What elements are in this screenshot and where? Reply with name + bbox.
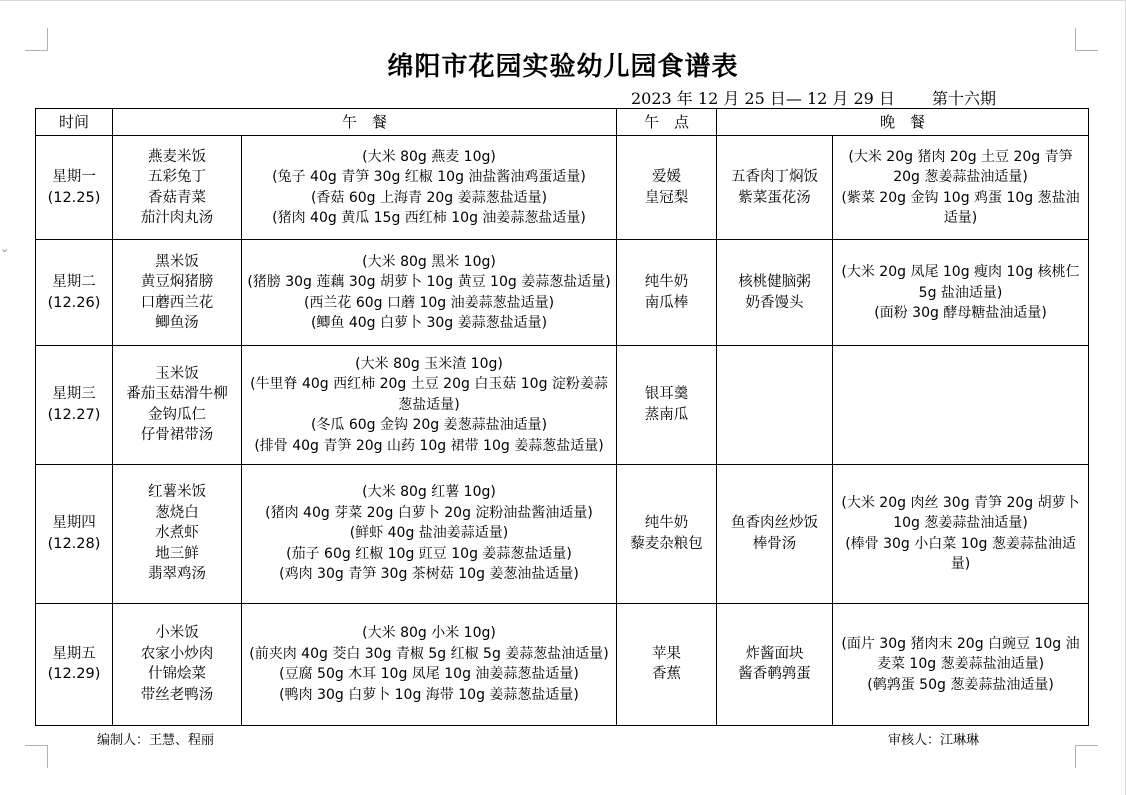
lunch-dish: 地三鲜 xyxy=(155,545,199,562)
snack-item: 蒸南瓜 xyxy=(644,406,689,423)
lunch-dish: 黄豆焖猪膀 xyxy=(140,274,214,291)
lunch-dish: 水煮虾 xyxy=(155,525,199,542)
chevron-down-icon[interactable]: ⌄ xyxy=(0,242,10,255)
lunch-dish: 黑米饭 xyxy=(155,253,199,270)
dinner-ingredient: (大米 20g 猪肉 20g 土豆 20g 青笋 20g 葱姜蒜盐油适量) xyxy=(848,148,1073,186)
snack-cell xyxy=(617,464,717,603)
lunch-ingredient: (鸭肉 30g 白萝卜 10g 海带 10g 姜蒜葱盐适量) xyxy=(279,686,579,703)
day-date: (12.29) xyxy=(47,666,101,683)
editor-label: 编制人：王慧、程丽 xyxy=(97,733,215,748)
day-cell xyxy=(36,464,113,603)
lunch-dish: 口蘑西兰花 xyxy=(140,294,214,311)
header-time: 时间 xyxy=(36,109,113,136)
lunch-dish: 小米饭 xyxy=(155,625,199,642)
lunch-ingredient: (豆腐 50g 木耳 10g 凤尾 10g 油姜蒜葱盐适量) xyxy=(279,666,579,683)
dinner-dishes-cell xyxy=(717,136,833,240)
dinner-dish: 酱香鹌鹑蛋 xyxy=(738,666,811,683)
lunch-dish: 五彩兔丁 xyxy=(148,169,206,186)
table-row xyxy=(36,464,1089,603)
header-dinner: 晚 餐 xyxy=(717,109,1089,136)
snack-item: 爱媛 xyxy=(652,169,682,186)
snack-cell xyxy=(617,136,717,240)
lunch-ingredients-cell xyxy=(242,464,617,603)
lunch-ingredient: (大米 80g 黑米 10g) xyxy=(362,253,496,270)
lunch-ingredients-cell xyxy=(242,603,617,725)
lunch-ingredient: (猪膀 30g 莲藕 30g 胡萝卜 10g 黄豆 10g 姜蒜葱盐适量) xyxy=(247,274,611,291)
snack-item: 纯牛奶 xyxy=(644,515,689,532)
day-cell xyxy=(36,603,113,725)
lunch-ingredient: (牛里脊 40g 西红柿 20g 土豆 20g 白玉菇 10g 淀粉姜蒜葱盐适量) xyxy=(250,376,608,413)
lunch-ingredient: (排骨 40g 青笋 20g 山药 10g 裙带 10g 姜蒜葱盐适量) xyxy=(254,437,604,454)
lunch-dish: 带丝老鸭汤 xyxy=(140,686,214,703)
lunch-dish: 葱烧白 xyxy=(155,504,199,521)
table-row xyxy=(36,240,1089,346)
lunch-dishes-cell xyxy=(113,136,242,240)
dinner-dishes-cell xyxy=(717,346,833,464)
dinner-dishes-cell xyxy=(717,464,833,603)
lunch-ingredient: (鲜虾 40g 盐油姜蒜适量) xyxy=(349,525,509,542)
header-row xyxy=(36,109,1089,136)
lunch-ingredient: (猪肉 40g 黄瓜 15g 西红柿 10g 油姜蒜葱盐适量) xyxy=(272,210,586,227)
lunch-ingredient: (鸡肉 30g 青笋 30g 茶树菇 10g 姜葱油盐适量) xyxy=(279,566,579,583)
day-cell xyxy=(36,136,113,240)
day-name: 星期三 xyxy=(52,386,96,403)
dinner-ingredient: (大米 20g 肉丝 30g 青笋 20g 胡萝卜 10g 葱姜蒜盐油适量) xyxy=(841,494,1080,532)
lunch-dishes-cell xyxy=(113,464,242,603)
snack-item: 皇冠梨 xyxy=(644,189,689,206)
day-date: (12.25) xyxy=(47,189,101,206)
day-name: 星期五 xyxy=(52,645,96,662)
snack-cell xyxy=(617,240,717,346)
dinner-dish: 棒骨汤 xyxy=(752,535,797,552)
dinner-dish: 五香肉丁焖饭 xyxy=(731,169,819,186)
lunch-dish: 鲫鱼汤 xyxy=(155,315,199,332)
lunch-dish: 翡翠鸡汤 xyxy=(148,566,206,583)
lunch-dish: 玉米饭 xyxy=(155,365,199,382)
lunch-ingredients-cell xyxy=(242,240,617,346)
dinner-dish: 鱼香肉丝炒饭 xyxy=(731,515,819,532)
dinner-ingredient: (面粉 30g 酵母糖盐油适量) xyxy=(874,305,1047,321)
snack-item: 香蕉 xyxy=(652,666,682,683)
lunch-dish: 农家小炒肉 xyxy=(140,645,214,662)
snack-item: 苹果 xyxy=(652,645,682,662)
lunch-ingredient: (大米 80g 小米 10g) xyxy=(362,625,496,642)
lunch-ingredient: (猪肉 40g 芽菜 20g 白萝卜 20g 淀粉油盐酱油适量) xyxy=(265,504,593,521)
lunch-dish: 什锦烩菜 xyxy=(148,666,206,683)
lunch-ingredients-cell xyxy=(242,136,617,240)
lunch-dish: 金钩瓜仁 xyxy=(148,406,206,423)
page-top-edge xyxy=(0,0,1126,1)
dinner-dish: 炸酱面块 xyxy=(745,645,804,662)
day-date: (12.27) xyxy=(47,406,101,423)
snack-cell xyxy=(617,603,717,725)
snack-cell xyxy=(617,346,717,464)
lunch-dishes-cell xyxy=(113,346,242,464)
lunch-ingredient: (大米 80g 燕麦 10g) xyxy=(362,148,496,165)
lunch-ingredient: (兔子 40g 青笋 30g 红椒 10g 油盐酱油鸡蛋适量) xyxy=(272,169,586,186)
reviewer-label: 审核人：江琳琳 xyxy=(888,733,980,748)
lunch-ingredient: (茄子 60g 红椒 10g 豇豆 10g 姜蒜葱盐适量) xyxy=(286,545,572,562)
snack-item: 藜麦杂粮包 xyxy=(630,535,703,552)
lunch-ingredient: (大米 80g 红薯 10g) xyxy=(362,484,496,501)
lunch-ingredient: (西兰花 60g 口蘑 10g 油姜蒜葱盐适量) xyxy=(303,294,555,311)
dinner-dish: 核桃健脑粥 xyxy=(738,274,811,291)
lunch-ingredient: (前夹肉 40g 茭白 30g 青椒 5g 红椒 5g 姜蒜葱盐油适量) xyxy=(249,645,609,662)
dinner-ingredient: (面片 30g 猪肉末 20g 白豌豆 10g 油麦菜 10g 葱姜蒜盐油适量) xyxy=(841,635,1080,673)
menu-table xyxy=(35,108,1089,726)
day-name: 星期四 xyxy=(52,515,96,532)
dinner-ingredients-cell xyxy=(833,603,1089,725)
lunch-dish: 番茄玉菇滑牛柳 xyxy=(126,386,228,403)
lunch-ingredient: (大米 80g 玉米渣 10g) xyxy=(355,355,503,372)
day-date: (12.28) xyxy=(47,535,101,552)
lunch-dish: 茄汁肉丸汤 xyxy=(140,210,214,227)
dinner-dishes-cell xyxy=(717,240,833,346)
lunch-dishes-cell xyxy=(113,603,242,725)
table-row xyxy=(36,603,1089,725)
day-name: 星期一 xyxy=(52,169,96,186)
crop-mark-bottom-left xyxy=(25,745,48,768)
table-row xyxy=(36,346,1089,464)
day-cell xyxy=(36,346,113,464)
lunch-dishes-cell xyxy=(113,240,242,346)
dinner-dish: 奶香馒头 xyxy=(745,294,804,311)
header-lunch: 午 餐 xyxy=(113,109,617,136)
lunch-ingredient: (冬瓜 60g 金钩 20g 姜葱蒜盐油适量) xyxy=(310,417,548,434)
crop-mark-bottom-right xyxy=(1075,745,1098,768)
table-row xyxy=(36,136,1089,240)
dinner-ingredient: (鹌鹑蛋 50g 葱姜蒜盐油适量) xyxy=(867,676,1054,693)
snack-item: 银耳羹 xyxy=(644,386,689,403)
dinner-ingredient: (棒骨 30g 小白菜 10g 葱姜蒜盐油适量) xyxy=(845,535,1076,573)
period-label: 第十六期 xyxy=(932,89,997,108)
dinner-ingredients-cell xyxy=(833,346,1089,464)
lunch-ingredient: (鲫鱼 40g 白萝卜 30g 姜蒜葱盐适量) xyxy=(310,315,548,332)
snack-item: 南瓜棒 xyxy=(644,294,689,311)
lunch-ingredients-cell xyxy=(242,346,617,464)
day-date: (12.26) xyxy=(47,294,101,311)
dinner-ingredient: (紫菜 20g 金钩 10g 鸡蛋 10g 葱盐油适量) xyxy=(841,189,1080,227)
dinner-ingredients-cell xyxy=(833,464,1089,603)
dinner-ingredients-cell xyxy=(833,136,1089,240)
lunch-dish: 红薯米饭 xyxy=(148,484,206,501)
lunch-dish: 香菇青菜 xyxy=(148,189,206,206)
date-range: 2023 年 12 月 25 日— 12 月 29 日 xyxy=(631,89,895,108)
lunch-ingredient: (香菇 60g 上海青 20g 姜蒜葱盐适量) xyxy=(310,189,548,206)
header-snack: 午 点 xyxy=(617,109,717,136)
snack-item: 纯牛奶 xyxy=(644,274,689,291)
dinner-ingredients-cell xyxy=(833,240,1089,346)
page-title: 绵阳市花园实验幼儿园食谱表 xyxy=(387,52,739,82)
dinner-ingredient: (大米 20g 凤尾 10g 瘦肉 10g 核桃仁 5g 盐油适量) xyxy=(841,264,1080,301)
lunch-dish: 仔骨裙带汤 xyxy=(140,427,214,444)
lunch-dish: 燕麦米饭 xyxy=(148,148,206,165)
dinner-dishes-cell xyxy=(717,603,833,725)
dinner-dish: 紫菜蛋花汤 xyxy=(738,189,811,206)
day-cell xyxy=(36,240,113,346)
day-name: 星期二 xyxy=(52,274,96,291)
